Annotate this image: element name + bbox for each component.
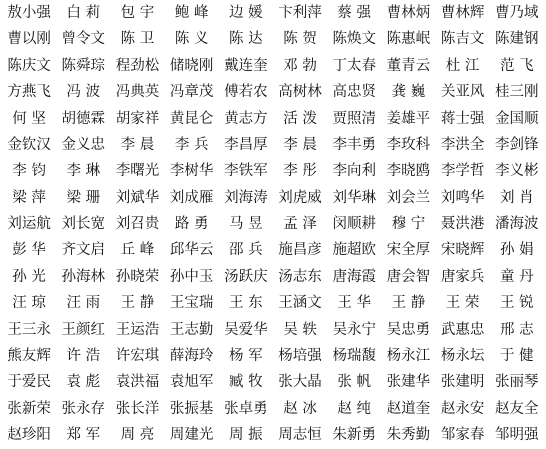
- name-cell: 冯章茂: [169, 84, 214, 101]
- name-cell: 储晓刚: [169, 57, 214, 74]
- name-cell: 刘海涛: [224, 189, 268, 206]
- name-cell: 陈焕文: [332, 31, 376, 48]
- name-cell: 吴爱华: [224, 321, 268, 338]
- name-cell: 陈 达: [229, 31, 263, 48]
- name-cell: 闵顺耕: [332, 216, 376, 233]
- name-cell: 陈惠岷: [386, 31, 431, 48]
- name-cell: 于 健: [499, 348, 534, 365]
- name-cell: 董青云: [386, 57, 431, 74]
- name-cell: 蒋士强: [440, 110, 485, 127]
- name-cell: 敖小强: [7, 4, 51, 21]
- name-cell: 冯典英: [115, 84, 160, 101]
- name-list-grid: [2, 0, 544, 449]
- name-cell: 陈舜琮: [61, 57, 106, 74]
- name-cell: 王志勤: [169, 321, 214, 338]
- name-cell: 范 飞: [499, 57, 534, 74]
- name-cell: 聂洪港: [440, 216, 485, 233]
- name-cell: 金钦汉: [7, 136, 51, 153]
- name-cell: 张丽琴: [495, 374, 539, 391]
- name-cell: 金国顺: [495, 110, 539, 127]
- name-cell: 孙晓荣: [115, 268, 160, 285]
- name-cell: 张新荣: [7, 400, 51, 417]
- name-cell: 刘成雁: [169, 189, 214, 206]
- name-cell: 陈 贺: [283, 31, 317, 48]
- name-cell: 关亚风: [440, 84, 485, 101]
- name-cell: 包 宇: [120, 4, 155, 21]
- name-cell: 黄昆仑: [169, 110, 214, 127]
- name-cell: 臧 牧: [229, 374, 263, 391]
- name-cell: 张永存: [61, 400, 106, 417]
- name-cell: 王 静: [391, 295, 426, 312]
- name-cell: 贾照清: [332, 110, 376, 127]
- name-cell: 边 媛: [229, 4, 263, 21]
- name-cell: 袁旭军: [169, 374, 214, 391]
- name-cell: 李洪全: [440, 136, 485, 153]
- name-cell: 陈 卫: [120, 31, 155, 48]
- name-cell: 王 华: [337, 295, 372, 312]
- name-cell: 潘海波: [495, 216, 539, 233]
- name-cell: 赵 纯: [337, 400, 372, 417]
- name-cell: 高树林: [278, 84, 322, 101]
- name-cell: 刘虎威: [278, 189, 322, 206]
- name-cell: 曹林辉: [440, 4, 485, 21]
- name-cell: 蔡 强: [337, 4, 372, 21]
- name-cell: 张建华: [386, 374, 431, 391]
- name-cell: 王涵文: [278, 295, 322, 312]
- name-cell: 王 荣: [445, 295, 480, 312]
- name-cell: 孙 娟: [499, 242, 534, 259]
- name-cell: 李 琳: [66, 163, 101, 180]
- name-cell: 吴忠勇: [386, 321, 431, 338]
- name-cell: 刘 肖: [499, 189, 534, 206]
- name-cell: 邹家春: [440, 427, 485, 444]
- name-cell: 李 晨: [120, 136, 155, 153]
- name-cell: 张 帆: [337, 374, 372, 391]
- name-cell: 刘运航: [7, 216, 51, 233]
- name-cell: 张长洋: [115, 400, 160, 417]
- name-cell: 熊友辉: [7, 348, 51, 365]
- name-cell: 曹林炳: [386, 4, 431, 21]
- name-cell: 冯 波: [66, 84, 101, 101]
- name-cell: 唐海霞: [332, 268, 376, 285]
- name-cell: 何 坚: [12, 110, 46, 127]
- name-cell: 赵永安: [440, 400, 485, 417]
- name-cell: 彭 华: [12, 242, 46, 259]
- name-cell: 丘 峰: [120, 242, 155, 259]
- name-cell: 孙中玉: [169, 268, 214, 285]
- name-cell: 宋全厚: [386, 242, 431, 259]
- name-cell: 李丰勇: [332, 136, 376, 153]
- name-cell: 孙海林: [61, 268, 106, 285]
- name-cell: 许 浩: [66, 348, 101, 365]
- name-cell: 李昌厚: [224, 136, 268, 153]
- name-cell: 赵 冰: [283, 400, 317, 417]
- name-cell: 邱华云: [169, 242, 214, 259]
- name-cell: 张卓勇: [224, 400, 268, 417]
- name-cell: 穆 宁: [391, 216, 426, 233]
- name-cell: 活 泼: [283, 110, 317, 127]
- name-cell: 鲍 峰: [174, 4, 209, 21]
- name-cell: 王运浩: [115, 321, 160, 338]
- name-cell: 李铁军: [224, 163, 268, 180]
- name-cell: 卞利萍: [278, 4, 322, 21]
- name-cell: 路 勇: [174, 216, 209, 233]
- name-cell: 黄志方: [224, 110, 268, 127]
- name-cell: 刘长宽: [61, 216, 106, 233]
- name-cell: 袁 彪: [66, 374, 101, 391]
- name-cell: 龚 巍: [391, 84, 426, 101]
- name-cell: 邹明强: [495, 427, 539, 444]
- name-cell: 方燕飞: [7, 84, 51, 101]
- name-cell: 周 振: [229, 427, 263, 444]
- name-cell: 刘会兰: [386, 189, 431, 206]
- name-cell: 李学哲: [440, 163, 485, 180]
- name-cell: 李义彬: [495, 163, 539, 180]
- name-cell: 丁太春: [332, 57, 376, 74]
- name-cell: 程劲松: [115, 57, 160, 74]
- name-cell: 袁洪福: [115, 374, 160, 391]
- name-cell: 孙 光: [12, 268, 46, 285]
- name-cell: 刘召贵: [115, 216, 160, 233]
- name-cell: 杜 江: [445, 57, 480, 74]
- name-cell: 宋晓辉: [440, 242, 485, 259]
- name-cell: 杨培强: [278, 348, 322, 365]
- name-cell: 王 东: [229, 295, 263, 312]
- name-cell: 白 莉: [66, 4, 101, 21]
- name-cell: 李向利: [332, 163, 376, 180]
- name-cell: 汤跃庆: [224, 268, 268, 285]
- name-cell: 刘斌华: [115, 189, 160, 206]
- name-cell: 曾令文: [61, 31, 106, 48]
- name-cell: 唐会智: [386, 268, 431, 285]
- name-cell: 李剑锋: [495, 136, 539, 153]
- name-cell: 吴 轶: [283, 321, 317, 338]
- name-cell: 朱新勇: [332, 427, 376, 444]
- name-cell: 陈庆文: [7, 57, 51, 74]
- name-cell: 邵 兵: [229, 242, 263, 259]
- name-cell: 邓 勃: [283, 57, 317, 74]
- name-cell: 赵珍阳: [7, 427, 51, 444]
- name-cell: 李晓鸥: [386, 163, 431, 180]
- name-cell: 姜雄平: [386, 110, 431, 127]
- name-cell: 胡家祥: [115, 110, 160, 127]
- name-cell: 汪 雨: [66, 295, 101, 312]
- name-cell: 周 亮: [120, 427, 155, 444]
- name-cell: 杨瑞馥: [332, 348, 376, 365]
- name-cell: 于爱民: [7, 374, 51, 391]
- name-cell: 刘华琳: [332, 189, 376, 206]
- name-cell: 汤志东: [278, 268, 322, 285]
- name-cell: 陈建钢: [495, 31, 539, 48]
- name-cell: 戴连奎: [224, 57, 268, 74]
- name-cell: 赵友全: [495, 400, 539, 417]
- name-cell: 薛海玲: [169, 348, 214, 365]
- name-cell: 邢 志: [499, 321, 534, 338]
- name-cell: 赵道奎: [386, 400, 431, 417]
- name-cell: 施超欧: [332, 242, 376, 259]
- name-cell: 张大晶: [278, 374, 322, 391]
- name-cell: 王 锐: [499, 295, 534, 312]
- name-cell: 吴永宁: [332, 321, 376, 338]
- name-cell: 李 彤: [283, 163, 317, 180]
- name-cell: 金义忠: [61, 136, 106, 153]
- name-cell: 杨永江: [386, 348, 431, 365]
- name-cell: 张建明: [440, 374, 485, 391]
- name-cell: 李 钧: [12, 163, 46, 180]
- name-cell: 李玫科: [386, 136, 431, 153]
- name-cell: 童 丹: [499, 268, 534, 285]
- name-cell: 李曙光: [115, 163, 160, 180]
- name-cell: 梁 珊: [66, 189, 101, 206]
- name-cell: 周建光: [169, 427, 214, 444]
- name-cell: 曹以刚: [7, 31, 51, 48]
- name-cell: 齐文启: [61, 242, 106, 259]
- name-cell: 李 兵: [174, 136, 209, 153]
- name-cell: 王 静: [120, 295, 155, 312]
- name-cell: 王颜红: [61, 321, 106, 338]
- name-cell: 李 晨: [283, 136, 317, 153]
- name-cell: 王宝瑞: [169, 295, 214, 312]
- name-cell: 汪 琼: [12, 295, 46, 312]
- name-cell: 桂三刚: [495, 84, 539, 101]
- name-cell: 武惠忠: [440, 321, 485, 338]
- name-cell: 高忠贤: [332, 84, 376, 101]
- name-cell: 杨 军: [229, 348, 263, 365]
- name-cell: 杨永坛: [440, 348, 485, 365]
- name-cell: 陈 义: [174, 31, 209, 48]
- name-cell: 刘鸣华: [440, 189, 485, 206]
- name-cell: 施昌彦: [278, 242, 322, 259]
- name-cell: 马 昱: [229, 216, 263, 233]
- name-cell: 郑 军: [66, 427, 101, 444]
- name-cell: 胡德霖: [61, 110, 106, 127]
- name-cell: 傅若农: [224, 84, 268, 101]
- name-cell: 陈吉文: [440, 31, 485, 48]
- name-cell: 李树华: [169, 163, 214, 180]
- name-cell: 周志恒: [278, 427, 322, 444]
- name-cell: 许宏琪: [115, 348, 160, 365]
- name-cell: 梁 萍: [12, 189, 46, 206]
- name-cell: 唐家兵: [440, 268, 485, 285]
- name-cell: 朱秀勤: [386, 427, 431, 444]
- name-cell: 曹乃域: [495, 4, 539, 21]
- name-cell: 孟 泽: [283, 216, 317, 233]
- name-cell: 张振基: [169, 400, 214, 417]
- name-cell: 王三永: [7, 321, 51, 338]
